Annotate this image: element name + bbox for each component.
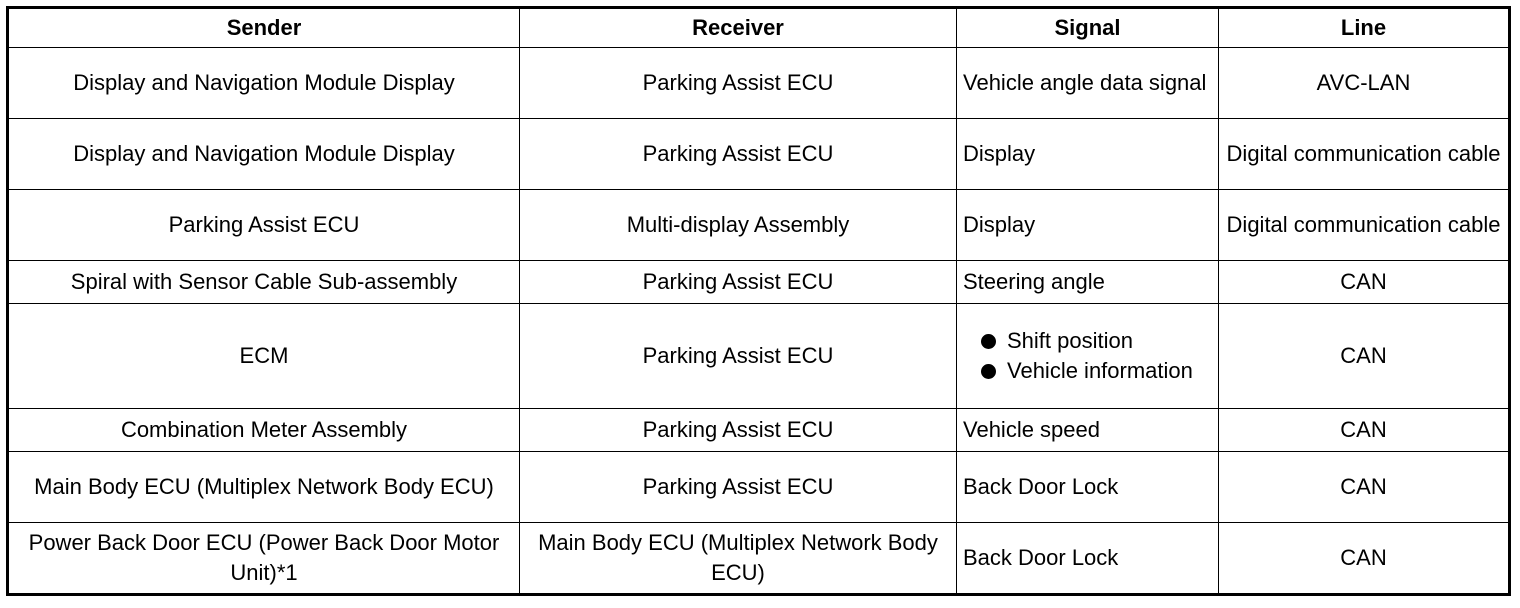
cell-receiver: Parking Assist ECU — [520, 452, 957, 523]
table-header-row — [8, 8, 1510, 48]
cell-line: CAN — [1219, 452, 1510, 523]
signal-bullet-list — [963, 326, 1212, 386]
cell-receiver: Parking Assist ECU — [520, 261, 957, 304]
list-item: Vehicle information — [963, 356, 1212, 386]
cell-line: CAN — [1219, 304, 1510, 409]
cell-receiver: Main Body ECU (Multiplex Network Body ECU) — [520, 523, 957, 595]
cell-sender: Display and Navigation Module Display — [8, 119, 520, 190]
cell-receiver: Parking Assist ECU — [520, 304, 957, 409]
cell-line: CAN — [1219, 523, 1510, 595]
table-row — [8, 523, 1510, 595]
communication-table — [6, 6, 1511, 596]
cell-sender: Spiral with Sensor Cable Sub-assembly — [8, 261, 520, 304]
cell-sender: Parking Assist ECU — [8, 190, 520, 261]
cell-signal: Back Door Lock — [957, 452, 1219, 523]
cell-sender: ECM — [8, 304, 520, 409]
cell-signal: Vehicle speed — [957, 409, 1219, 452]
cell-signal — [957, 304, 1219, 409]
table-row — [8, 190, 1510, 261]
cell-sender: Display and Navigation Module Display — [8, 48, 520, 119]
cell-line: AVC-LAN — [1219, 48, 1510, 119]
cell-signal: Back Door Lock — [957, 523, 1219, 595]
cell-line: CAN — [1219, 261, 1510, 304]
header-line: Line — [1219, 8, 1510, 48]
table-row — [8, 261, 1510, 304]
table-row — [8, 304, 1510, 409]
communication-table-container — [6, 6, 1508, 596]
cell-signal: Steering angle — [957, 261, 1219, 304]
table-row — [8, 48, 1510, 119]
cell-signal: Vehicle angle data signal — [957, 48, 1219, 119]
list-item: Shift position — [963, 326, 1212, 356]
cell-receiver: Parking Assist ECU — [520, 119, 957, 190]
table-row — [8, 409, 1510, 452]
table-row — [8, 119, 1510, 190]
cell-line: Digital communication cable — [1219, 119, 1510, 190]
table-row — [8, 452, 1510, 523]
cell-receiver: Multi-display Assembly — [520, 190, 957, 261]
cell-line: Digital communication cable — [1219, 190, 1510, 261]
cell-sender: Combination Meter Assembly — [8, 409, 520, 452]
cell-line: CAN — [1219, 409, 1510, 452]
cell-receiver: Parking Assist ECU — [520, 48, 957, 119]
cell-signal: Display — [957, 190, 1219, 261]
header-sender: Sender — [8, 8, 520, 48]
cell-signal: Display — [957, 119, 1219, 190]
header-signal: Signal — [957, 8, 1219, 48]
cell-receiver: Parking Assist ECU — [520, 409, 957, 452]
cell-sender: Power Back Door ECU (Power Back Door Motor Unit)*1 — [8, 523, 520, 595]
header-receiver: Receiver — [520, 8, 957, 48]
cell-sender: Main Body ECU (Multiplex Network Body ECU) — [8, 452, 520, 523]
